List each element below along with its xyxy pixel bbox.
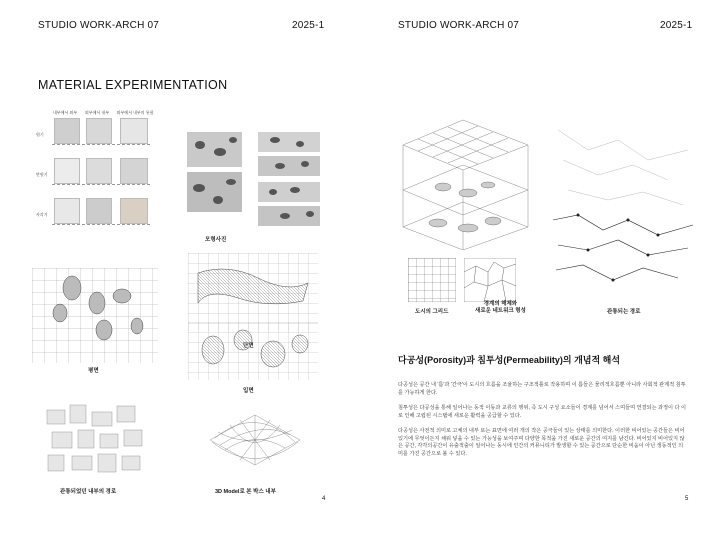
- studio-label: STUDIO WORK-ARCH 07: [398, 20, 520, 31]
- material-table: [36, 110, 156, 235]
- row-notes: [52, 184, 150, 190]
- page-title: MATERIAL EXPERIMENTATION: [38, 78, 228, 92]
- caption-path: 관통되는 경로: [607, 309, 641, 315]
- material-thumb: [54, 158, 80, 184]
- material-thumb: [120, 158, 148, 184]
- table-row-header: 반원기: [36, 172, 48, 177]
- caption-elevation: 입면: [243, 388, 254, 394]
- layer-stack-diagram: [393, 115, 538, 250]
- material-thumb: [86, 198, 112, 224]
- plan-drawing: [32, 268, 158, 363]
- material-thumb: [54, 118, 80, 144]
- semester-label: 2025-1: [292, 20, 325, 31]
- pathways-model: [42, 400, 152, 480]
- material-thumb: [120, 118, 148, 144]
- material-thumb: [120, 198, 148, 224]
- material-thumb: [54, 198, 80, 224]
- row-notes: [52, 224, 150, 230]
- table-row-header: 사각기: [36, 212, 48, 217]
- model-photos: [185, 130, 330, 230]
- caption-model-photo: 모형사진: [205, 237, 227, 243]
- paragraph: 침투성은 다공성을 통해 일어나는 동적 이동과 교류의 행위, 즉 도시 구성 요소들이 경계를 넘어서 스며들며 연결되는 과정이 다 이로 인해 고립된 시스템에 새로운 활력을 공급할 수 있다.: [398, 405, 686, 419]
- material-thumb: [86, 118, 112, 144]
- caption-pathways: 관통되었던 내부의 경로: [60, 489, 117, 495]
- box-3d-model: [200, 400, 310, 480]
- studio-label: STUDIO WORK-ARCH 07: [38, 20, 160, 31]
- row-notes: [52, 144, 150, 150]
- semester-label: 2025-1: [660, 20, 693, 31]
- caption-box3d: 3D Model로 본 박스 내부: [215, 489, 276, 495]
- table-col-header: 내부에서 외부: [52, 110, 78, 115]
- table-row-header: 원기: [36, 132, 44, 137]
- table-col-header: 외부에서 내부의 통합: [116, 110, 154, 115]
- elevation-drawing: [188, 322, 318, 380]
- caption-network: 경계의 해체와 새로운 네트워크 형성: [475, 301, 526, 314]
- section-drawing: [188, 253, 318, 331]
- page-number: 5: [685, 496, 689, 502]
- table-col-header: 외부에서 내부: [84, 110, 110, 115]
- caption-plan: 평면: [88, 368, 99, 374]
- caption-grid: 도시의 그리드: [415, 309, 449, 315]
- path-diagram: [548, 120, 698, 300]
- section-heading: 다공성(Porosity)과 침투성(Permeability)의 개념적 해석: [398, 355, 621, 365]
- network-diagram: [464, 258, 516, 302]
- paragraph: 다공성은 공간 내 '틈'과 '간극'이 도시의 흐름을 조율하는 구조적틀로 작용하며 이 틈들은 물리적흐름뿐 아니라 사회적 관계적 침투를 가능하게 한다.: [398, 382, 686, 396]
- paragraph: 다공성은 사전적 의미로 고체의 내부 또는 표면에 여러 개의 작은 공극들이 있는 상태를 의미한다. 이러한 비어있는 공간들은 비어있기에 무엇이든지 채워 넣을 수 있는 가능성을 보여주며 다양한 목적을 가진 새로운 공간의 여지를 남긴다. 비어있지 비어있지 않은 공간, 각각의공간이 유출적출이 일어나는 동시에 인간의 커뮤니티가 발생할 수 있는 공간으로 단순한 비움이 아닌 생동적인 의미를 가진 공간으로 볼 수 있다.: [398, 428, 685, 457]
- city-grid-diagram: [408, 258, 456, 302]
- material-thumb: [86, 158, 112, 184]
- right-page: [363, 0, 726, 533]
- page-number: 4: [322, 496, 326, 502]
